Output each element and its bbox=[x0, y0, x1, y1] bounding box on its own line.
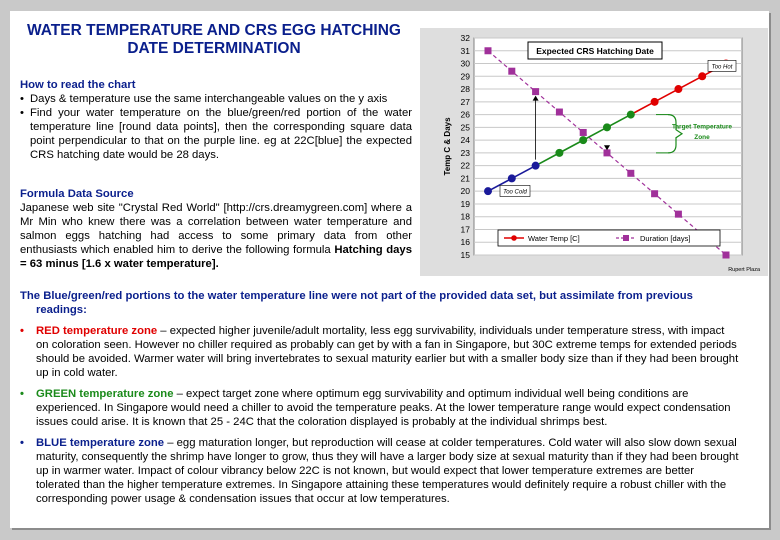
y-tick-label: 17 bbox=[460, 224, 470, 235]
water-temp-point bbox=[532, 162, 540, 170]
legend-water-temp-label: Water Temp [C] bbox=[528, 234, 580, 243]
water-temp-point bbox=[508, 174, 516, 182]
bullet-icon: • bbox=[20, 325, 24, 337]
formula-text: Hatching days = 63 minus [1.6 x water temperature]. bbox=[20, 244, 412, 270]
duration-point bbox=[508, 68, 515, 75]
duration-point bbox=[723, 252, 730, 259]
zone-notes-list bbox=[20, 324, 740, 506]
water-temp-point bbox=[555, 149, 563, 157]
y-tick-label: 16 bbox=[460, 237, 470, 248]
water-temp-point bbox=[698, 72, 706, 80]
water-temp-point bbox=[651, 98, 659, 106]
y-tick-label: 15 bbox=[460, 250, 470, 260]
target-zone-label: Target Temperature bbox=[671, 123, 733, 131]
red-zone-text: – expected higher juvenile/adult mortality, less egg survivability, individuals under temperature stress, with impact on coloration seen. However no chiller required as probably can get by with a fan in Singapore, but 30C extreme temps for extended periods should be avoided. Warmer water will bring invertebrates to sexual maturity earlier but with a smaller body size than if they had been brought up in cold water. bbox=[36, 325, 739, 379]
y-tick-label: 18 bbox=[460, 211, 470, 222]
y-tick-label: 30 bbox=[460, 58, 470, 69]
water-temp-point bbox=[484, 187, 492, 195]
y-tick-label: 20 bbox=[460, 186, 470, 197]
water-temp-point bbox=[674, 85, 682, 93]
chart-title: Expected CRS Hatching Date bbox=[536, 46, 654, 56]
too-hot-label: Too Hot bbox=[711, 64, 733, 71]
duration-point bbox=[604, 149, 611, 156]
y-tick-label: 29 bbox=[460, 71, 470, 82]
credit-text: Rupert Plaza bbox=[725, 517, 768, 524]
y-tick-label: 31 bbox=[460, 45, 470, 56]
y-tick-label: 26 bbox=[460, 109, 470, 120]
chart-svg bbox=[420, 28, 768, 276]
zone-notes-intro: The Blue/green/red portions to the water temperature line were not part of the provided data set, but assimilate from previous readings: bbox=[20, 290, 693, 316]
how-to-read-heading: How to read the chart bbox=[20, 79, 136, 91]
y-tick-label: 24 bbox=[460, 135, 470, 146]
legend-water-temp-marker bbox=[511, 235, 517, 241]
duration-point bbox=[556, 109, 563, 116]
y-tick-label: 23 bbox=[460, 147, 470, 158]
how-to-read-bullet: • Days & temperature use the same interchangeable values on the y axis bbox=[20, 92, 412, 106]
duration-point bbox=[580, 129, 587, 136]
duration-point bbox=[675, 211, 682, 218]
how-to-read-section bbox=[20, 78, 412, 162]
water-temp-point bbox=[603, 123, 611, 131]
too-cold-label: Too Cold bbox=[503, 189, 527, 196]
y-tick-label: 32 bbox=[460, 33, 470, 43]
target-zone-label: Zone bbox=[694, 133, 710, 141]
formula-source-body: Japanese web site "Crystal Red World" [http://crs.dreamygreen.com] where a Mr Min who knew there was a correlation between water temperature and salmon eggs hatching had access to some primary data from other enthusiasts which enabled him to derive the following formula bbox=[20, 202, 412, 256]
y-tick-label: 22 bbox=[460, 160, 470, 171]
green-zone-text: – expect target zone where optimum egg survivability and optimum individual well being conditions are experienced. In Singapore would need a chiller to avoid the temperature peaks. At the lower temperature range would expect condensation issues could arise. It is known that 25 - 24C that the coloration displayed is probably at the individual shrimps best. bbox=[36, 388, 731, 428]
duration-point bbox=[532, 88, 539, 95]
blue-zone-text: – egg maturation longer, but reproduction will cease at colder temperatures. Cold water will also slow down sexual maturity, consequently the shrimp have longer to grow, thus they will have a larger body size at sexual maturity than if they had been brought up in warmer water. Impact of colour vibrancy below 22C is not known, but would expect that lower temperature extremes are better tolerated than the higher temperature extremes. In Singapore attaining these temperatures would definitely require a robust chiller with the corresponding power usage & condensation issues that occur at low temperatures. bbox=[36, 437, 739, 505]
formula-source-heading: Formula Data Source bbox=[20, 188, 134, 200]
y-tick-label: 19 bbox=[460, 198, 470, 209]
title-line-2: DATE DETERMINATION bbox=[127, 40, 301, 57]
hatching-chart bbox=[420, 28, 768, 276]
bullet-icon: • bbox=[20, 388, 24, 400]
red-zone-label: RED temperature zone bbox=[36, 325, 158, 337]
legend-duration-label: Duration [days] bbox=[640, 234, 691, 243]
y-tick-label: 27 bbox=[460, 96, 470, 107]
title-line-1: WATER TEMPERATURE AND CRS EGG HATCHING bbox=[26, 22, 401, 39]
water-temp-point bbox=[627, 111, 635, 119]
bullet-icon: • bbox=[20, 437, 24, 449]
y-tick-label: 21 bbox=[460, 173, 470, 184]
duration-point bbox=[485, 47, 492, 54]
how-to-read-list bbox=[20, 92, 412, 162]
chart-footer: Rupert Plaza bbox=[728, 267, 760, 273]
page-title bbox=[12, 22, 416, 58]
duration-point bbox=[627, 170, 634, 177]
green-zone-label: GREEN temperature zone bbox=[36, 388, 174, 400]
y-tick-label: 25 bbox=[460, 122, 470, 133]
y-tick-label: 28 bbox=[460, 84, 470, 95]
duration-point bbox=[651, 190, 658, 197]
blue-zone-label: BLUE temperature zone bbox=[36, 437, 165, 449]
blue-zone-item bbox=[20, 436, 740, 506]
legend-duration-marker bbox=[623, 235, 629, 241]
formula-source-section bbox=[20, 187, 412, 271]
red-zone-item bbox=[20, 324, 740, 380]
zone-notes-section bbox=[20, 289, 740, 506]
green-zone-item bbox=[20, 387, 740, 429]
water-temp-point bbox=[579, 136, 587, 144]
how-to-read-bullet: • Find your water temperature on the blue/green/red portion of the water temperature line [round data points], then the corresponding square data point perpendicular to that on the purple line. eg at 22C[blue] the expected CRS hatching date would be 28 days. bbox=[20, 106, 412, 162]
y-axis-label: Temp C & Days bbox=[443, 117, 452, 176]
